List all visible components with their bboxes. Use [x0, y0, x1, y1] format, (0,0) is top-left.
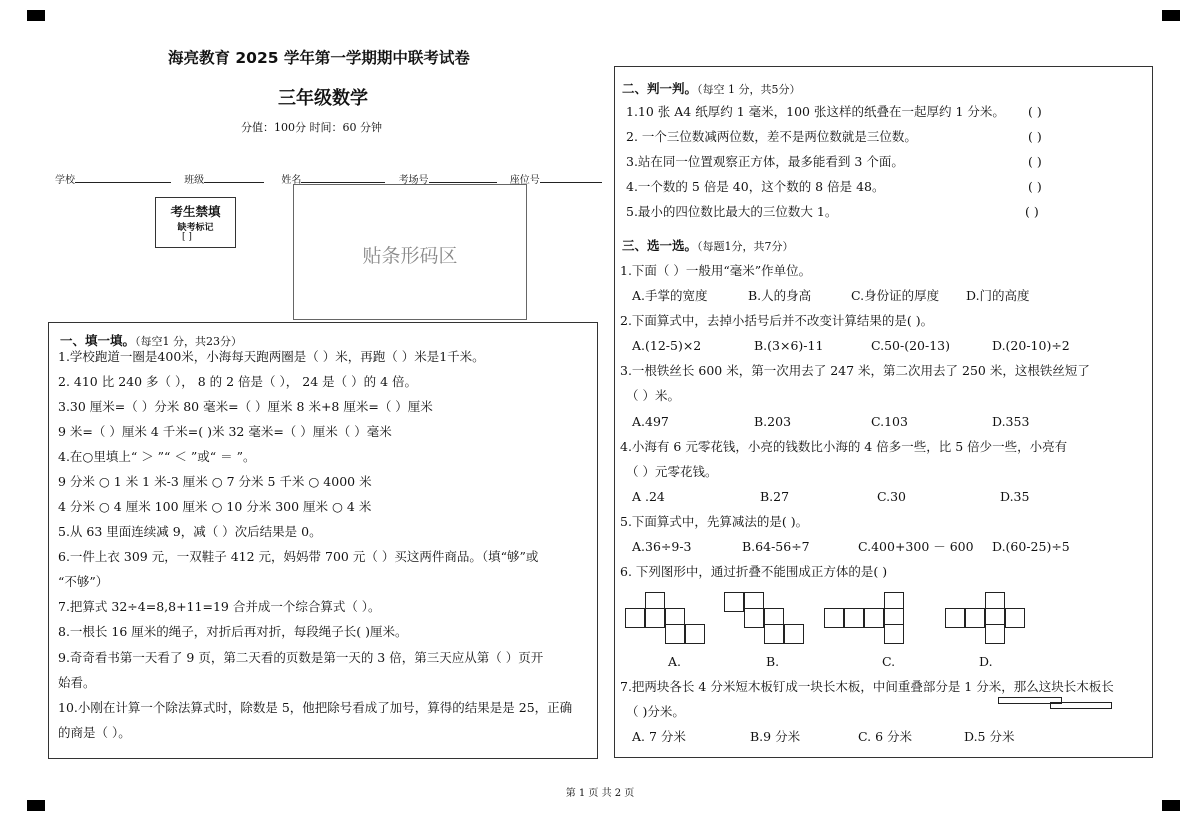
s2-item: 5.最小的四位数比最大的三位数大 1。 — [626, 204, 838, 219]
s3-q2-stem: 2.下面算式中，去掉小括号后并不改变计算结果的是( )。 — [620, 313, 934, 328]
registration-mark — [27, 10, 45, 21]
seat-field[interactable] — [540, 170, 602, 183]
s3-q1-option-a[interactable]: A.手掌的宽度 — [632, 288, 708, 303]
school-field[interactable] — [75, 170, 171, 183]
section1-title: 一、填一填。 — [60, 333, 136, 348]
section2-heading — [622, 78, 801, 97]
s1-line: “不够”） — [58, 574, 109, 589]
cube-net-d — [945, 592, 1027, 644]
info-field-label: 班级 — [184, 175, 205, 186]
s3-q4-option-a[interactable]: A .24 — [632, 489, 665, 504]
s1-line: 1.学校跑道一圈是400米，小海每天跑两圈是（ ）米，再跑（ ）米是1千米。 — [58, 349, 485, 364]
s3-q5-stem: 5.下面算式中，先算减法的是( )。 — [620, 514, 809, 529]
s3-q7-option-b[interactable]: B.9 分米 — [750, 729, 801, 744]
s3-q2-option-b[interactable]: B.(3×6)-11 — [754, 338, 824, 353]
s2-answer-blank[interactable]: ( ) — [1028, 104, 1042, 119]
s3-q4-option-b[interactable]: B.27 — [760, 489, 790, 504]
s3-q2-option-c[interactable]: C.50-(20-13) — [871, 338, 951, 353]
s1-line: 9 分米 ○ 1 米 1 米-3 厘米 ○ 7 分米 5 千米 ○ 4000 米 — [58, 474, 372, 489]
info-field-label: 学校 — [55, 175, 75, 186]
s3-q2-option-a[interactable]: A.(12-5)×2 — [632, 338, 702, 353]
page-footer: 第 1 页 共 2 页 — [565, 788, 635, 799]
s3-q5-option-a[interactable]: A.36÷9-3 — [632, 539, 692, 554]
s1-line: 的商是（ ）。 — [58, 725, 131, 740]
s2-answer-blank[interactable]: ( ) — [1028, 179, 1042, 194]
s1-line: 2. 410 比 240 多（ ）， 8 的 2 倍是（ ）， 24 是（ ）的 4 倍。 — [58, 374, 418, 389]
cube-net-b — [724, 592, 806, 644]
cube-net-c — [824, 592, 926, 644]
s2-item: 2. 一个三位数减两位数，差不是两位数就是三位数。 — [626, 129, 917, 144]
name-field[interactable] — [301, 170, 385, 183]
s3-q3-stem: 3.一根铁丝长 600 米，第一次用去了 247 米，第二次用去了 250 米，这根铁丝短了 — [620, 363, 1090, 378]
s3-q7-stem: 7.把两块各长 4 分米短木板钉成一块长木板，中间重叠部分是 1 分米，那么这块长木板长 — [620, 679, 1114, 694]
info-field-label: 座位号 — [509, 175, 540, 186]
section2-title: 二、判一判。 — [622, 81, 698, 96]
s3-q3-option-d[interactable]: D.353 — [992, 414, 1030, 429]
s2-item: 4.一个数的 5 倍是 40，这个数的 8 倍是 48。 — [626, 179, 885, 194]
room-field[interactable] — [429, 170, 497, 183]
section1-note: （每空1 分，共23分） — [135, 335, 243, 348]
section1-heading — [60, 330, 242, 349]
s3-q4-option-d[interactable]: D.35 — [1000, 489, 1030, 504]
s3-q5-option-d[interactable]: D.(60-25)÷5 — [992, 539, 1070, 554]
overlapping-boards-illustration — [998, 697, 1114, 711]
info-field-label: 考场号 — [398, 175, 429, 186]
info-field-label: 姓名 — [281, 175, 302, 186]
s1-line: 8.一根长 16 厘米的绳子，对折后再对折，每段绳子长( )厘米。 — [58, 624, 408, 639]
s3-q1-option-c[interactable]: C.身份证的厚度 — [851, 288, 940, 303]
registration-mark — [1162, 10, 1180, 21]
s3-q7-stem-cont: （ )分米。 — [626, 704, 685, 719]
s1-line: 始看。 — [58, 675, 96, 690]
s3-q5-option-c[interactable]: C.400+300 － 600 — [858, 539, 974, 554]
cube-net-a — [625, 592, 707, 644]
candidate-box-title: 考生禁填 — [170, 204, 221, 219]
s3-q5-option-b[interactable]: B.64-56÷7 — [742, 539, 810, 554]
s3-q6-option-b[interactable]: B. — [766, 654, 780, 669]
s3-q1-option-d[interactable]: D.门的高度 — [966, 288, 1030, 303]
s3-q6-option-c[interactable]: C. — [882, 654, 896, 669]
s1-line: 5.从 63 里面连续减 9，减（ ）次后结果是 0。 — [58, 524, 322, 539]
s1-line: 6.一件上衣 309 元，一双鞋子 412 元，妈妈带 700 元（ ）买这两件商品。（填“够”或 — [58, 549, 539, 564]
s3-q3-option-c[interactable]: C.103 — [871, 414, 908, 429]
s2-item: 3.站在同一位置观察正方体，最多能看到 3 个面。 — [626, 154, 904, 169]
class-field[interactable] — [204, 170, 264, 183]
s3-q6-option-a[interactable]: A. — [668, 654, 682, 669]
s1-line: 3.30 厘米=（ ）分米 80 毫米=（ ）厘米 8 米+8 厘米=（ ）厘米 — [58, 399, 433, 414]
s3-q4-stem-cont: （ ）元零花钱。 — [626, 464, 718, 479]
s3-q7-option-c[interactable]: C. 6 分米 — [858, 729, 912, 744]
candidate-box — [155, 197, 236, 248]
s3-q7-option-d[interactable]: D.5 分米 — [964, 729, 1015, 744]
s2-answer-blank[interactable]: ( ) — [1025, 204, 1039, 219]
s3-q3-option-a[interactable]: A.497 — [632, 414, 669, 429]
s1-line: 10.小刚在计算一个除法算式时，除数是 5，他把除号看成了加号，算得的结果是是 25，正确 — [58, 700, 573, 715]
absent-mark-label: 缺考标记 — [177, 223, 214, 233]
barcode-area — [293, 184, 527, 320]
section3-heading — [622, 235, 794, 254]
s3-q3-stem-cont: （ ）米。 — [626, 388, 680, 403]
s3-q6-stem: 6. 下列图形中，通过折叠不能围成正方体的是( ) — [620, 564, 888, 579]
s1-line: 7.把算式 32÷4=8,8+11=19 合并成一个综合算式（ ）。 — [58, 599, 381, 614]
exam-title: 海亮教育 2025 学年第一学期期中联考试卷 — [168, 49, 470, 67]
s2-answer-blank[interactable]: ( ) — [1028, 154, 1042, 169]
s3-q1-option-b[interactable]: B.人的身高 — [748, 288, 812, 303]
s1-line: 4.在○里填上“ ＞ ”“ ＜ ”或“ ＝ ”。 — [58, 449, 256, 464]
s2-item: 1.10 张 A4 纸厚约 1 毫米，100 张这样的纸叠在一起厚约 1 分米。 — [626, 104, 1005, 119]
subject-title: 三年级数学 — [278, 88, 368, 109]
s2-answer-blank[interactable]: ( ) — [1028, 129, 1042, 144]
exam-meta: 分值：100分 时间：60 分钟 — [241, 121, 382, 134]
s3-q4-option-c[interactable]: C.30 — [877, 489, 906, 504]
s3-q7-option-a[interactable]: A. 7 分米 — [632, 729, 686, 744]
s3-q6-option-d[interactable]: D. — [979, 654, 993, 669]
s1-line: 9.奇奇看书第一天看了 9 页，第二天看的页数是第一天的 3 倍，第三天应从第（ ）页开 — [58, 650, 544, 665]
section3-title: 三、选一选。 — [622, 238, 698, 253]
s1-line: 4 分米 ○ 4 厘米 100 厘米 ○ 10 分米 300 厘米 ○ 4 米 — [58, 499, 372, 514]
s3-q1-stem: 1.下面（ ）一般用“毫米”作单位。 — [620, 263, 812, 278]
s3-q2-option-d[interactable]: D.(20-10)÷2 — [992, 338, 1070, 353]
s3-q4-stem: 4.小海有 6 元零花钱，小亮的钱数比小海的 4 倍多一些，比 5 倍少一些，小亮有 — [620, 439, 1068, 454]
absent-mark-brackets[interactable]: [ ] — [182, 232, 192, 242]
s3-q3-option-b[interactable]: B.203 — [754, 414, 792, 429]
section2-note: （每空 1 分，共5分） — [697, 83, 801, 96]
barcode-area-label: 贴条形码区 — [362, 245, 458, 267]
section3-note: （每题1分，共7分） — [697, 240, 794, 253]
s1-line: 9 米=（ ）厘米 4 千米=( )米 32 毫米=（ ）厘米（ ）毫米 — [58, 424, 392, 439]
